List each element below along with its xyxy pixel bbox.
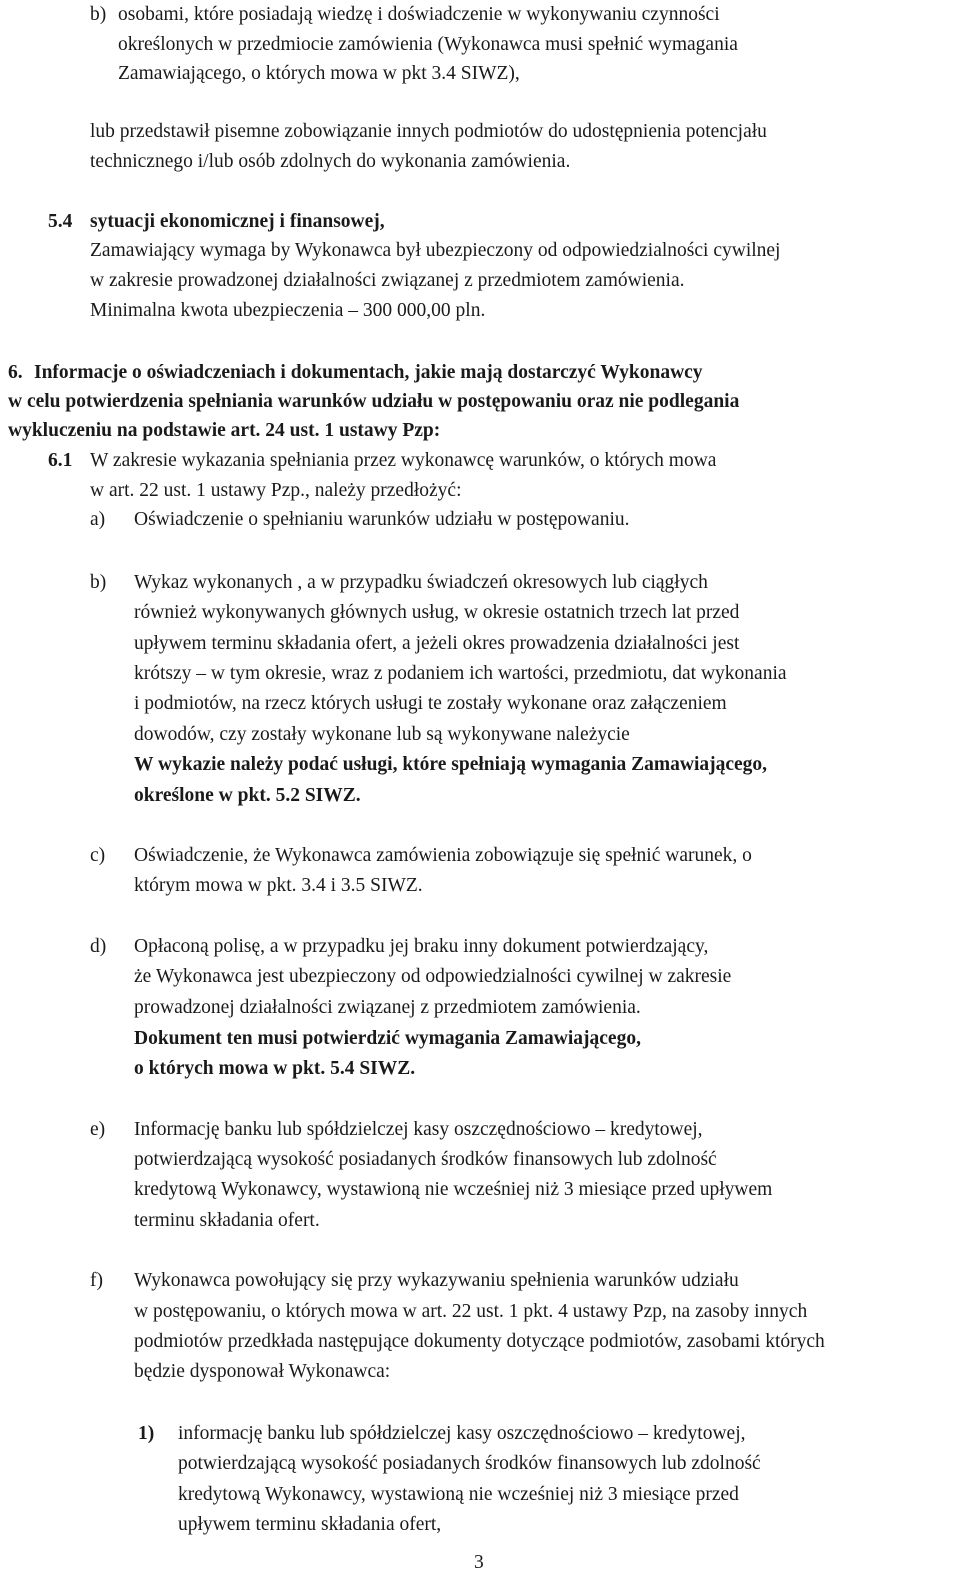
section-heading-line: w celu potwierdzenia spełniania warunków udziału w postępowaniu oraz nie podlegania [8,391,740,412]
section-number: 6.1 [48,450,73,471]
section-heading: sytuacji ekonomicznej i finansowej, [90,211,385,232]
text-line: w zakresie prowadzonej działalności związanej z przedmiotem zamówienia. [90,270,685,291]
text-line: W zakresie wykazania spełniania przez wykonawcę warunków, o których mowa [90,450,717,471]
text-line: Oświadczenie o spełnianiu warunków udziału w postępowaniu. [134,509,630,530]
section-number: 5.4 [48,211,73,232]
text-line: określonych w przedmiocie zamówienia (Wykonawca musi spełnić wymagania [118,34,738,55]
text-line: informację banku lub spółdzielczej kasy oszczędnościowo – kredytowej, [178,1423,746,1444]
list-label: 1) [138,1423,155,1444]
text-line: upływem terminu składania ofert, [178,1514,442,1535]
text-line: będzie dysponował Wykonawca: [134,1361,391,1382]
list-label: d) [90,936,107,957]
text-line: że Wykonawca jest ubezpieczony od odpowiedzialności cywilnej w zakresie [134,966,732,987]
text-line: upływem terminu składania ofert, a jeżeli okres prowadzenia działalności jest [134,633,740,654]
bold-line: o których mowa w pkt. 5.4 SIWZ. [134,1058,416,1079]
text-line: kredytową Wykonawcy, wystawioną nie wcześniej niż 3 miesiące przed [178,1484,739,1505]
text-line: potwierdzającą wysokość posiadanych środków finansowych lub zdolność [178,1453,761,1474]
text-line: Wykaz wykonanych , a w przypadku świadczeń okresowych lub ciągłych [134,572,708,593]
text-line: osobami, które posiadają wiedzę i doświadczenie w wykonywaniu czynności [118,4,720,25]
list-label: f) [90,1270,103,1291]
text-line: lub przedstawił pisemne zobowiązanie innych podmiotów do udostępnienia potencjału [90,121,767,142]
text-line: Informację banku lub spółdzielczej kasy oszczędnościowo – kredytowej, [134,1119,703,1140]
text-line: terminu składania ofert. [134,1210,320,1231]
bold-line: Dokument ten musi potwierdzić wymagania Zamawiającego, [134,1028,641,1049]
text-line: technicznego i/lub osób zdolnych do wykonania zamówienia. [90,151,571,172]
bold-line: W wykazie należy podać usługi, które spełniają wymagania Zamawiającego, [134,754,768,775]
list-label: e) [90,1119,106,1140]
list-label: b) [90,572,107,593]
text-line: podmiotów przedkłada następujące dokumenty dotyczące podmiotów, zasobami których [134,1331,825,1352]
list-label: a) [90,509,106,530]
text-line: Minimalna kwota ubezpieczenia – 300 000,00 pln. [90,300,486,321]
text-line: Zamawiającego, o których mowa w pkt 3.4 SIWZ), [118,63,520,84]
text-line: Zamawiający wymaga by Wykonawca był ubezpieczony od odpowiedzialności cywilnej [90,240,781,261]
text-line: Wykonawca powołujący się przy wykazywaniu spełnienia warunków udziału [134,1270,739,1291]
text-line: Opłaconą polisę, a w przypadku jej braku inny dokument potwierdzający, [134,936,709,957]
bold-line: określone w pkt. 5.2 SIWZ. [134,785,361,806]
text-line: w postępowaniu, o których mowa w art. 22 ust. 1 pkt. 4 ustawy Pzp, na zasoby innych [134,1301,808,1322]
list-label: b) [90,4,107,25]
text-line: i podmiotów, na rzecz których usługi te zostały wykonane oraz załączeniem [134,693,727,714]
text-line: krótszy – w tym okresie, wraz z podaniem ich wartości, przedmiotu, dat wykonania [134,663,787,684]
text-line: również wykonywanych głównych usług, w okresie ostatnich trzech lat przed [134,602,740,623]
section-heading-line: Informacje o oświadczeniach i dokumentach, jakie mają dostarczyć Wykonawcy [34,362,703,383]
text-line: Oświadczenie, że Wykonawca zamówienia zobowiązuje się spełnić warunek, o [134,845,752,866]
list-label: c) [90,845,106,866]
text-line: kredytową Wykonawcy, wystawioną nie wcześniej niż 3 miesiące przed upływem [134,1179,773,1200]
page-number: 3 [474,1552,484,1573]
text-line: którym mowa w pkt. 3.4 i 3.5 SIWZ. [134,875,423,896]
text-line: w art. 22 ust. 1 ustawy Pzp., należy przedłożyć: [90,480,462,501]
text-line: dowodów, czy zostały wykonane lub są wykonywane należycie [134,724,630,745]
section-number: 6. [8,362,23,383]
section-heading-line: wykluczeniu na podstawie art. 24 ust. 1 ustawy Pzp: [8,420,441,441]
text-line: prowadzonej działalności związanej z przedmiotem zamówienia. [134,997,641,1018]
text-line: potwierdzającą wysokość posiadanych środków finansowych lub zdolność [134,1149,717,1170]
